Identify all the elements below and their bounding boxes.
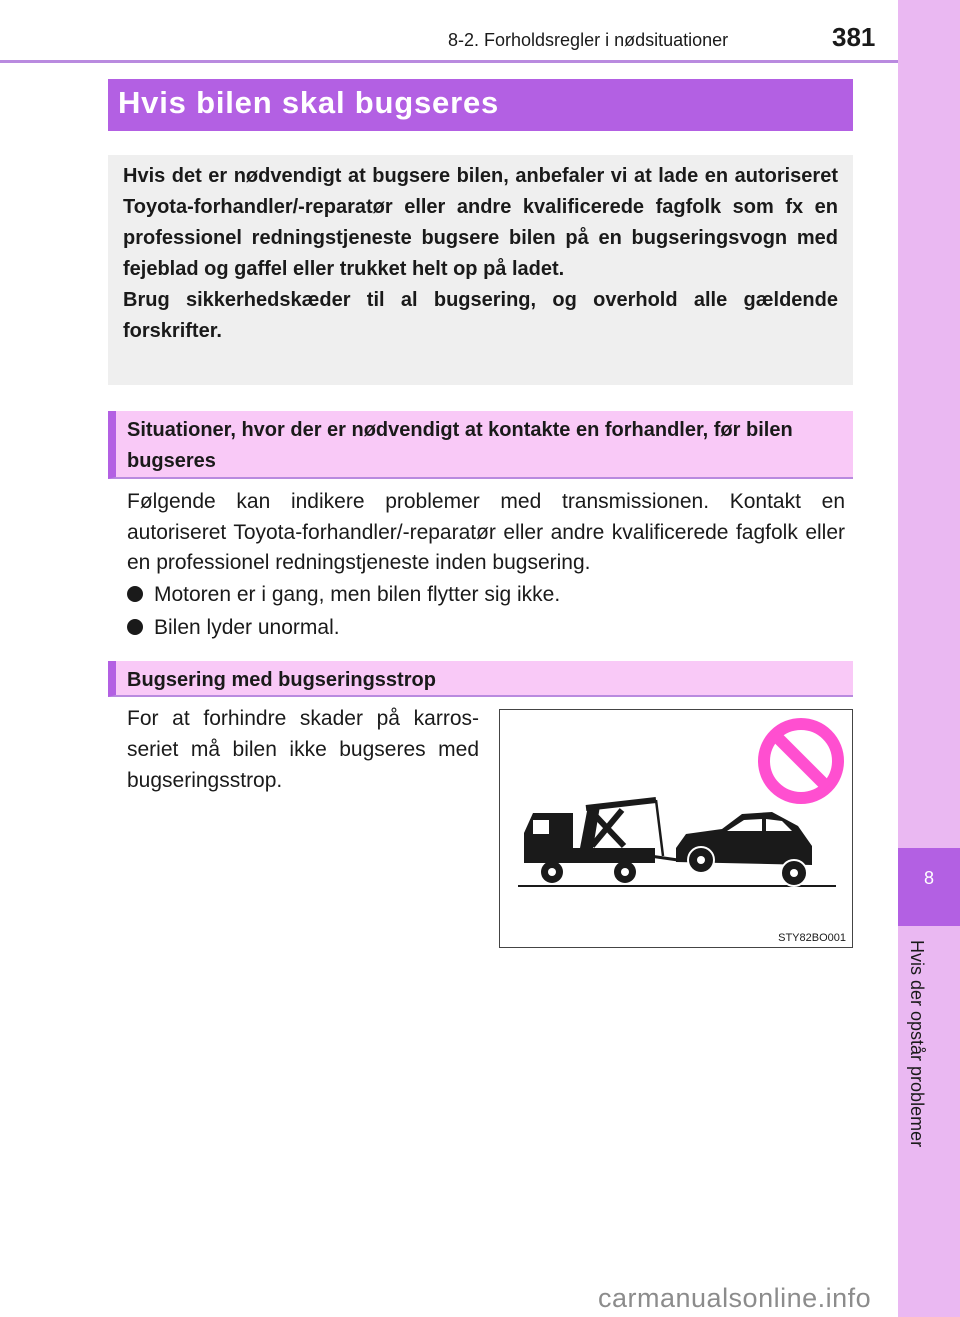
tow-truck-icon	[524, 800, 678, 883]
prohibition-icon	[764, 724, 838, 798]
side-tab-label: Hvis der opstår problemer	[907, 940, 927, 1148]
side-tab-number: 8	[923, 868, 934, 888]
list-item	[127, 578, 845, 611]
section-body-dealer: Følgende kan indikere problemer med transmissionen. Kontakt en autoriseret Toyota-forhandler/-reparatør eller andre kvalificerede fagfolk eller en professionel redningstjeneste inden bugsering.	[127, 490, 845, 574]
header-rule	[0, 60, 898, 63]
page-number: 381	[832, 22, 876, 52]
intro-box	[108, 155, 853, 385]
figure-code: STY82BO001	[778, 932, 846, 944]
bullet-text: Motoren er i gang, men bilen flytter sig ikke.	[154, 583, 561, 606]
watermark: carmanualsonline.info	[598, 1283, 872, 1313]
page-title: Hvis bilen skal bugseres	[108, 79, 853, 131]
car-icon	[676, 812, 812, 886]
bullet-text: Bilen lyder unormal.	[154, 616, 340, 639]
bullet-icon	[127, 619, 143, 635]
bullet-list	[127, 578, 845, 644]
list-item	[127, 611, 845, 644]
towing-illustration	[499, 709, 853, 948]
section-body-strop: For at forhindre skader på karros-seriet må bilen ikke bugseres med bugseringsstrop.	[127, 707, 479, 792]
towing-illustration-svg	[500, 710, 851, 946]
section-heading-strop: Bugsering med bugseringsstrop	[108, 661, 853, 697]
section-heading-dealer: Situationer, hvor der er nødvendigt at kontakte en forhandler, før bilen bugseres	[108, 411, 853, 479]
intro-paragraph-2: Brug sikkerhedskæder til al bugsering, og overhold alle gældende forskrifter.	[123, 289, 838, 342]
intro-paragraph-1: Hvis det er nødvendigt at bugsere bilen, anbefaler vi at lade en autoriseret Toyota-forhandler/-reparatør eller andre kvalificerede fagfolk som fx en professionel redningstjeneste bugsere bilen på en bugseringsvogn med fejeblad og gaffel eller trukket helt op på ladet.	[123, 165, 838, 280]
header-section-title: 8-2. Forholdsregler i nødsituationer	[448, 30, 729, 50]
bullet-icon	[127, 586, 143, 602]
